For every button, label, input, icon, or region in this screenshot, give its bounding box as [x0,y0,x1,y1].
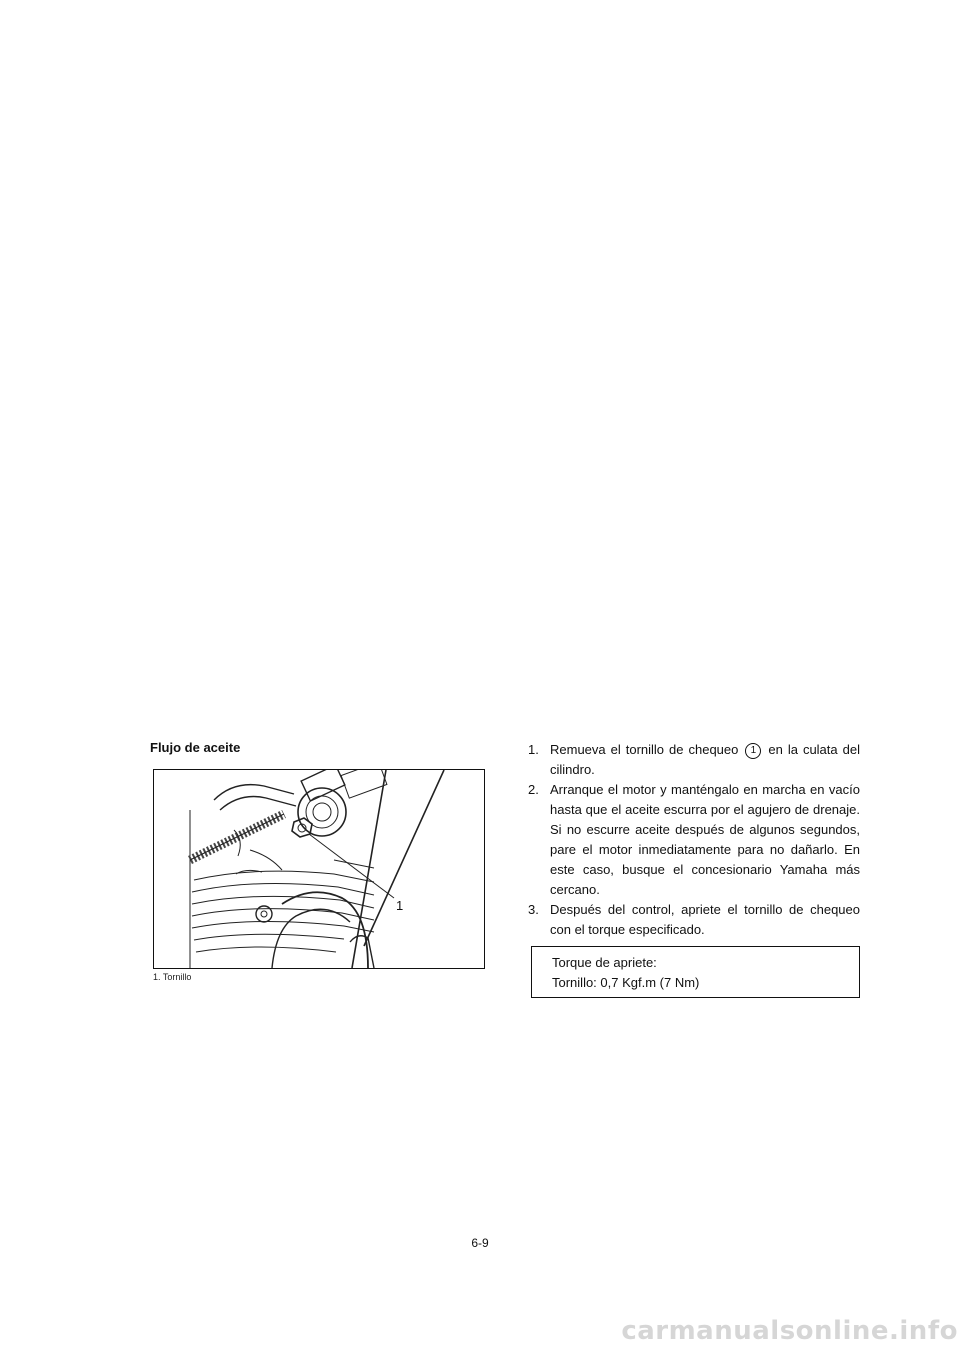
figure-caption: 1. Tornillo [153,972,192,982]
list-item [528,740,860,780]
list-item [528,900,860,940]
watermark: carmanualsonline.info [621,1316,958,1346]
step-number: 3. [528,902,539,917]
spec-value: Tornillo: 0,7 Kgf.m (7 Nm) [552,975,700,990]
section-title: Flujo de aceite [150,740,241,755]
spec-heading: Torque de apriete: [552,955,657,970]
step-number: 1. [528,742,539,757]
callout-reference: 1 [745,743,761,759]
list-item [528,780,860,900]
engine-figure [153,769,485,969]
instruction-list [528,740,860,940]
step-text-after: en la culata del cilindro. [550,742,860,777]
page-number: 6-9 [471,1236,489,1250]
torque-spec-box [531,946,860,998]
step-text: Después del control, apriete el tornillo de chequeo con el torque especificado. [550,902,860,937]
figure-callout: 1 [396,898,404,913]
step-text-before: Remueva el tornillo de chequeo [550,742,739,757]
step-number: 2. [528,782,539,797]
engine-illustration [154,770,484,968]
step-text: Arranque el motor y manténgalo en marcha en vacío hasta que el aceite escurra por el agujero de drenaje. Si no escurre aceite después de algunos segundos, pare el motor inmediatamente para no dañarlo. En este caso, busque el concesionario Yamaha más cercano. [550,782,860,897]
